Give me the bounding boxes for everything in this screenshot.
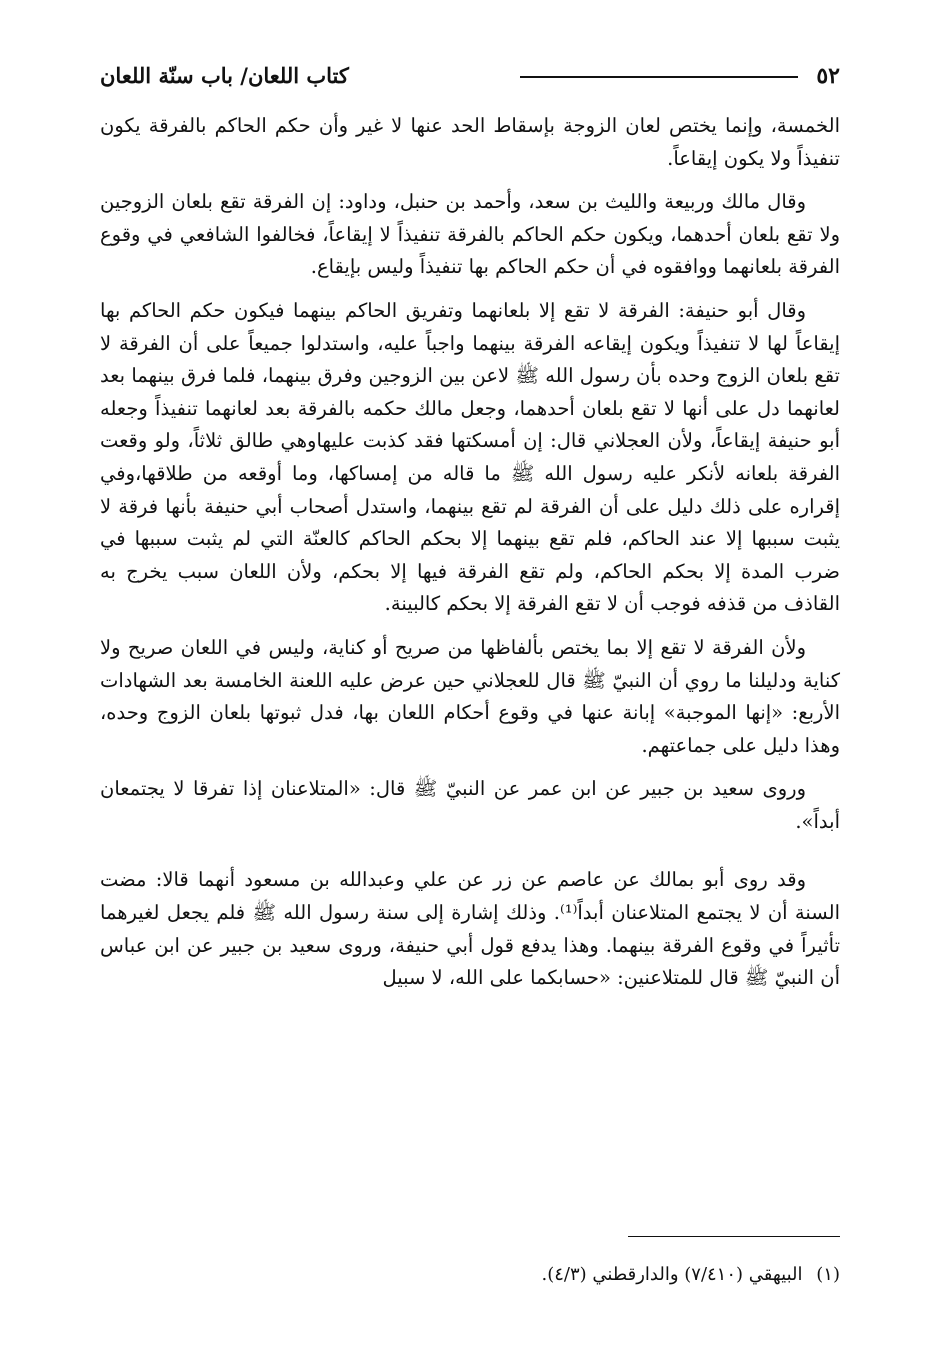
paragraph-2: وقال مالك وربيعة والليث بن سعد، وأحمد بن حنبل، وداود: إن الفرقة تقع بلعان الزوجين ولا تقع بلعان أحدهما، ويكون حكم الحاكم بالفرقة تنفيذاً لا إيقاعاً، فخالفوا الشافعي في وقوع الفرقة بلعانهما ووافقوه في أن حكم الحاكم بها تنفيذاً وليس بإيقاع. [100,190,840,279]
footnote-marker: (١) [816,1264,840,1285]
footnote [100,1262,840,1288]
footnote-text: البيهقي (٧/٤١٠) والدارقطني (٤/٣). [541,1264,803,1285]
header-rule [520,76,798,78]
body-text [100,110,840,1006]
running-title: كتاب اللعان/ باب سنّة اللعان [100,63,349,88]
page-number: ٥٢ [816,63,840,89]
paragraph-5: وروى سعيد بن جبير عن ابن عمر عن النبيّ ﷺ قال: «المتلاعنان إذا تفرقا لا يجتمعان أبداً». [100,777,840,833]
paragraph-4: ولأن الفرقة لا تقع إلا بما يختص بألفاظها من صريح أو كناية، وليس في اللعان صريح ولا كناية ودليلنا ما روي أن النبيّ ﷺ قال للعجلاني حين عرض عليه اللعنة الخامسة بعد الشهادات الأربع: «إنها الموجبة» إبانة عنها في وقوع أحكام اللعان بها، فدل ثبوتها بلعان الزوج وحده، وهذا دليل على جماعتهم. [100,635,840,757]
footnote-rule [628,1236,840,1237]
running-header [100,62,840,96]
paragraph-6: وقد روى أبو بمالك عن عاصم عن زر عن علي وعبدالله بن مسعود أنهما قالا: مضت السنة أن لا يجتمع المتلاعنان أبداً⁽¹⁾. وذلك إشارة إلى سنة رسول الله ﷺ فلم يجعل لغيرهما تأثيراً في وقوع الفرقة بينهما. وهذا يدفع قول أبي حنيفة، وروى سعيد بن جبير عن ابن عباس أن النبيّ ﷺ قال للمتلاعنين: «حسابكما على الله، لا سبيل [100,868,841,990]
paragraph-3: وقال أبو حنيفة: الفرقة لا تقع إلا بلعانهما وتفريق الحاكم بينهما فيكون حكم الحاكم بها إيقاعاً لها لا تنفيذاً ويكون إيقاعه الفرقة بينهما واجباً عليه، واستدلوا جميعاً على أن الفرقة لا تقع بلعان الزوج وحده بأن رسول الله ﷺ لاعن بين الزوجين وفرق بينهما، فلما فرق بينهما بعد لعانهما دل على أنها لا تقع بلعان أحدهما، وجعل مالك حكمه بالفرقة بعد لعانهما تنفيذاً وجعله أبو حنيفة إيقاعاً، ولأن العجلاني قال: إن أمسكتها فقد كذبت عليهاوهي طالق ثلاثاً، ولو وقعت الفرقة بلعانه لأنكر عليه رسول الله ﷺ ما قاله من إمساكها، وما أوقعه من طلاقها،وفي إقراره على ذلك دليل على أن الفرقة لم تقع بينهما، واستدل أصحاب أبي حنيفة بأنها فرقة لا يثبت سببها إلا عند الحاكم، فلم تقع بينهما إلا بحكم الحاكم كالعنّة التي لم يثبت سببها في ضرب المدة إلا بحكم الحاكم، ولم تقع الفرقة فيها إلا بحكم، ولأن اللعان سبب يخرج به القاذف من قذفه فوجب أن لا تقع الفرقة إلا بحكم كالبينة. [100,298,840,616]
paragraph-1: الخمسة، وإنما يختص لعان الزوجة بإسقاط الحد عنها لا غير وأن حكم الحاكم بالفرقة يكون تنفيذاً ولا يكون إيقاعاً. [100,114,840,170]
